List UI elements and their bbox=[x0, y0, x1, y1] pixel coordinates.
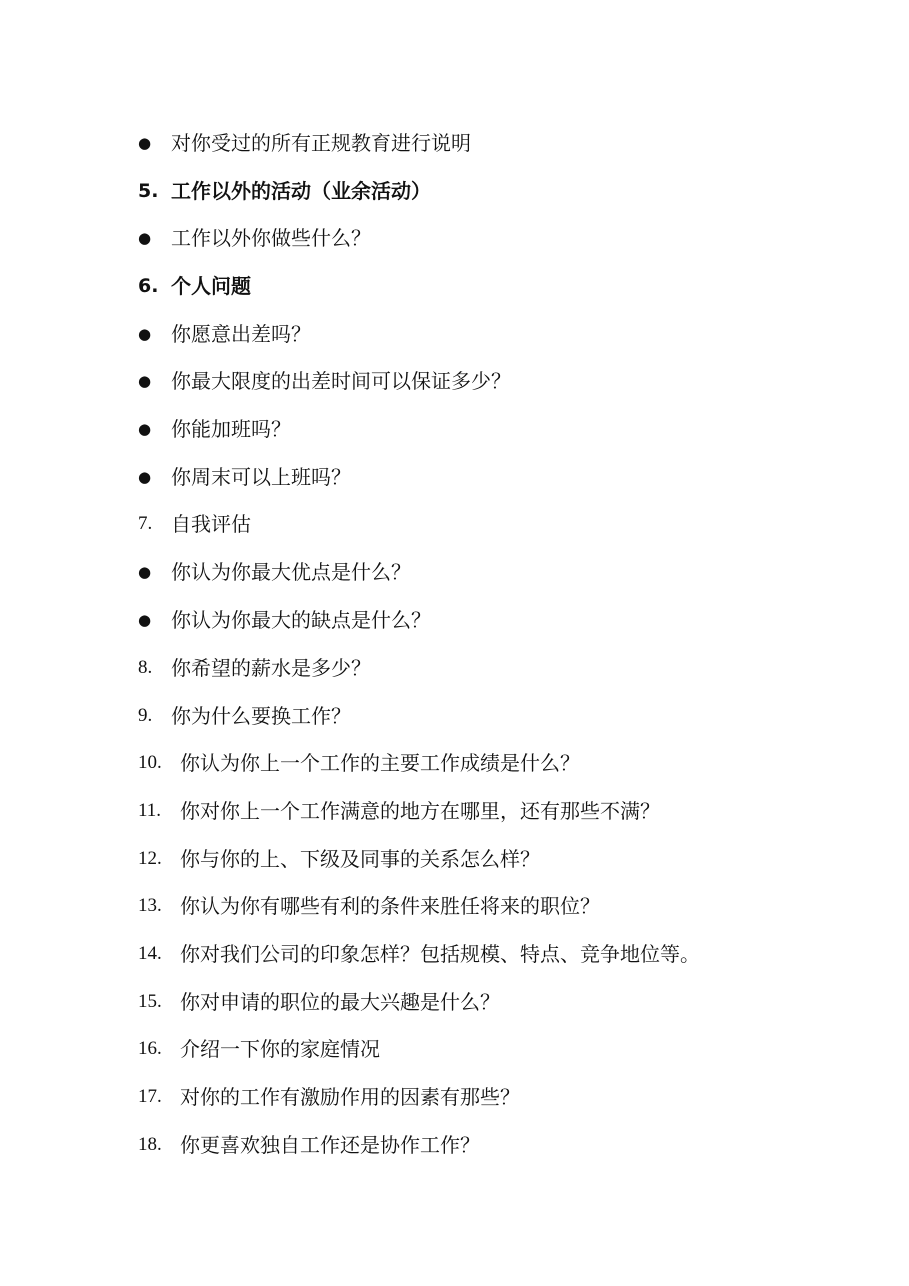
bullet-item bbox=[138, 557, 411, 587]
numbered-item bbox=[138, 1034, 380, 1064]
item-text: 你愿意出差吗？ bbox=[171, 322, 311, 346]
item-text: 你认为你最大的缺点是什么？ bbox=[171, 608, 431, 632]
bullet-marker: ● bbox=[138, 563, 152, 581]
bullet-item bbox=[138, 128, 471, 158]
section-number: 6. bbox=[138, 275, 159, 297]
bullet-item bbox=[138, 462, 351, 492]
numbered-item bbox=[138, 1082, 520, 1112]
item-number: 9. bbox=[138, 705, 153, 726]
bullet-item bbox=[138, 605, 431, 635]
item-text: 你认为你上一个工作的主要工作成绩是什么？ bbox=[180, 751, 580, 775]
item-number: 15. bbox=[138, 991, 162, 1012]
item-text: 对你的工作有激励作用的因素有那些？ bbox=[180, 1085, 520, 1109]
bullet-marker: ● bbox=[138, 611, 152, 629]
item-number: 7. bbox=[138, 513, 153, 534]
numbered-item bbox=[138, 796, 660, 826]
item-number: 12. bbox=[138, 848, 162, 869]
item-text: 你认为你最大优点是什么？ bbox=[171, 560, 411, 584]
bullet-marker: ● bbox=[138, 468, 152, 486]
bullet-item bbox=[138, 319, 311, 349]
item-text: 你对我们公司的印象怎样？包括规模、特点、竞争地位等。 bbox=[180, 942, 700, 966]
numbered-item bbox=[138, 748, 580, 778]
item-number: 18. bbox=[138, 1134, 162, 1155]
item-number: 10. bbox=[138, 752, 162, 773]
bullet-marker: ● bbox=[138, 134, 152, 152]
item-text: 你更喜欢独自工作还是协作工作？ bbox=[180, 1133, 480, 1157]
numbered-item bbox=[138, 844, 540, 874]
item-text: 你最大限度的出差时间可以保证多少？ bbox=[171, 369, 511, 393]
item-text: 你希望的薪水是多少？ bbox=[171, 656, 371, 680]
bullet-item bbox=[138, 414, 291, 444]
item-text: 你与你的上、下级及同事的关系怎么样？ bbox=[180, 847, 540, 871]
bullet-marker: ● bbox=[138, 420, 152, 438]
numbered-item bbox=[138, 987, 500, 1017]
numbered-item bbox=[138, 939, 700, 969]
bullet-marker: ● bbox=[138, 229, 152, 247]
section-heading bbox=[138, 176, 431, 206]
item-text: 你认为你有哪些有利的条件来胜任将来的职位？ bbox=[180, 894, 600, 918]
item-text: 工作以外你做些什么？ bbox=[171, 226, 371, 250]
bullet-marker: ● bbox=[138, 325, 152, 343]
item-text: 自我评估 bbox=[171, 512, 251, 536]
numbered-item bbox=[138, 701, 351, 731]
section-heading bbox=[138, 271, 251, 301]
item-text: 你周末可以上班吗？ bbox=[171, 465, 351, 489]
item-text: 你能加班吗？ bbox=[171, 417, 291, 441]
item-number: 14. bbox=[138, 943, 162, 964]
item-text: 你对你上一个工作满意的地方在哪里，还有那些不满？ bbox=[180, 799, 660, 823]
item-number: 11. bbox=[138, 800, 162, 821]
item-number: 8. bbox=[138, 657, 153, 678]
numbered-item bbox=[138, 891, 600, 921]
bullet-marker: ● bbox=[138, 372, 152, 390]
numbered-item bbox=[138, 653, 371, 683]
item-number: 16. bbox=[138, 1038, 162, 1059]
bullet-item bbox=[138, 223, 371, 253]
section-title: 个人问题 bbox=[171, 274, 251, 298]
item-text: 介绍一下你的家庭情况 bbox=[180, 1037, 380, 1061]
item-text: 你为什么要换工作？ bbox=[171, 704, 351, 728]
section-number: 5. bbox=[138, 180, 159, 202]
item-text: 你对申请的职位的最大兴趣是什么？ bbox=[180, 990, 500, 1014]
item-text: 对你受过的所有正规教育进行说明 bbox=[171, 131, 471, 155]
item-number: 17. bbox=[138, 1086, 162, 1107]
numbered-item bbox=[138, 1130, 480, 1160]
numbered-item bbox=[138, 509, 251, 539]
item-number: 13. bbox=[138, 895, 162, 916]
section-title: 工作以外的活动（业余活动） bbox=[171, 179, 431, 203]
bullet-item bbox=[138, 366, 511, 396]
